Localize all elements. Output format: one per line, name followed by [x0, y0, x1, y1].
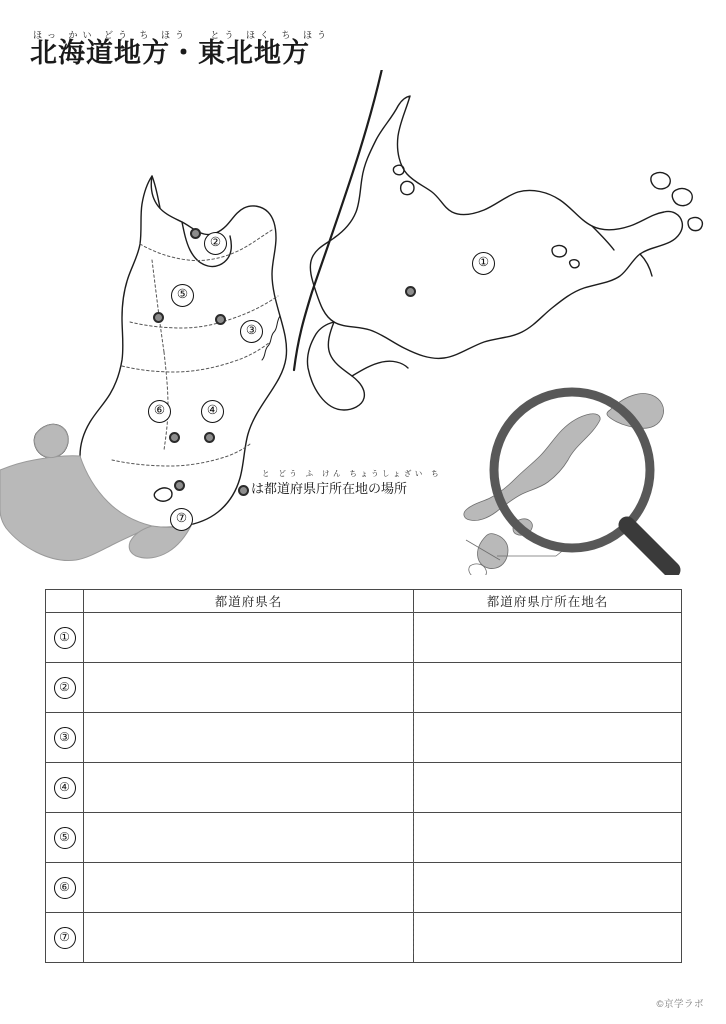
prefecture-answer-cell[interactable]	[84, 763, 414, 813]
row-number: ③	[54, 727, 76, 749]
legend-ruby: と どう ふ けん ちょうしょざい ち	[262, 469, 443, 478]
capital-answer-cell[interactable]	[414, 613, 682, 663]
capital-dot	[405, 286, 416, 297]
header-capital: 都道府県庁所在地名	[414, 590, 682, 613]
table-row	[46, 913, 682, 963]
row-number-cell	[46, 913, 84, 963]
map-marker-2: ②	[204, 232, 227, 255]
page-title-block	[30, 28, 331, 69]
legend-text: は都道府県庁所在地の場所	[251, 481, 408, 496]
inset-japan-map	[464, 392, 672, 575]
prefectural-capital-dot-icon	[238, 485, 249, 496]
map-area	[0, 70, 726, 575]
capital-answer-cell[interactable]	[414, 763, 682, 813]
prefecture-answer-cell[interactable]	[84, 713, 414, 763]
row-number: ④	[54, 777, 76, 799]
table-row	[46, 613, 682, 663]
capital-dot	[153, 312, 164, 323]
prefecture-answer-cell[interactable]	[84, 863, 414, 913]
map-marker-1: ①	[472, 252, 495, 275]
row-number-cell	[46, 663, 84, 713]
header-number	[46, 590, 84, 613]
prefecture-answer-cell[interactable]	[84, 663, 414, 713]
capital-dot	[169, 432, 180, 443]
page-title: 北海道地方・東北地方	[30, 38, 310, 68]
row-number-cell	[46, 613, 84, 663]
japan-northern-outline-map	[0, 70, 726, 575]
map-marker-4: ④	[201, 400, 224, 423]
table-row	[46, 813, 682, 863]
table-row	[46, 763, 682, 813]
column-dashed-divider	[413, 611, 414, 954]
answer-table-wrap	[45, 589, 681, 963]
row-number-cell	[46, 713, 84, 763]
header-prefecture: 都道府県名	[84, 590, 414, 613]
prefecture-answer-cell[interactable]	[84, 813, 414, 863]
map-marker-5: ⑤	[171, 284, 194, 307]
row-number: ⑥	[54, 877, 76, 899]
row-number: ⑤	[54, 827, 76, 849]
map-legend	[238, 469, 443, 498]
map-marker-6: ⑥	[148, 400, 171, 423]
capital-dot	[174, 480, 185, 491]
capital-dot	[190, 228, 201, 239]
row-number: ①	[54, 627, 76, 649]
capital-answer-cell[interactable]	[414, 813, 682, 863]
table-header-row	[46, 590, 682, 613]
map-marker-3: ③	[240, 320, 263, 343]
answer-table	[45, 589, 682, 963]
row-number-cell	[46, 813, 84, 863]
capital-answer-cell[interactable]	[414, 713, 682, 763]
prefecture-answer-cell[interactable]	[84, 913, 414, 963]
table-row	[46, 863, 682, 913]
prefecture-answer-cell[interactable]	[84, 613, 414, 663]
row-number: ②	[54, 677, 76, 699]
copyright: ©京学ラボ	[656, 999, 704, 1010]
title-ruby: ほっ かい どう ち ほう とう ほく ち ほう	[33, 30, 332, 40]
capital-dot	[204, 432, 215, 443]
table-row	[46, 713, 682, 763]
row-number-cell	[46, 863, 84, 913]
row-number-cell	[46, 763, 84, 813]
capital-dot	[215, 314, 226, 325]
row-number: ⑦	[54, 927, 76, 949]
map-marker-7: ⑦	[170, 508, 193, 531]
capital-answer-cell[interactable]	[414, 913, 682, 963]
capital-answer-cell[interactable]	[414, 663, 682, 713]
capital-answer-cell[interactable]	[414, 863, 682, 913]
table-row	[46, 663, 682, 713]
